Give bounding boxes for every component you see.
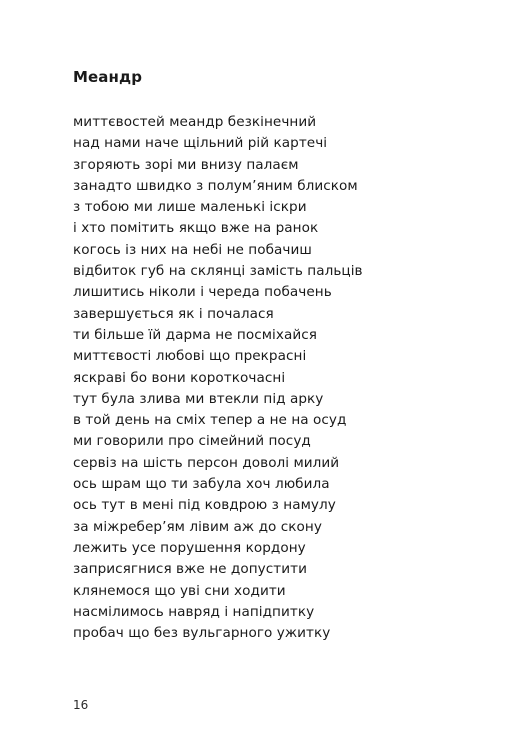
- poem-line: пробач що без вульгарного ужитку: [73, 625, 331, 642]
- poem-line: над нами наче щільний рій картечі: [73, 135, 328, 152]
- poem-line: в той день на сміх тепер а не на осуд: [73, 412, 347, 429]
- poem-line: тут була злива ми втекли під арку: [73, 390, 324, 407]
- poem-body: [73, 112, 363, 644]
- poem-line: когось із них на небі не побачиш: [73, 241, 312, 258]
- poem-line: і хто помітить якщо вже на ранок: [73, 220, 319, 237]
- poem-line: відбиток губ на склянці замість пальців: [73, 263, 363, 280]
- poem-line: згоряють зорі ми внизу палаєм: [73, 156, 299, 173]
- poem-line: заприсягнися вже не допустити: [73, 561, 307, 578]
- poem-line: за міжребер’ям лівим аж до скону: [73, 518, 322, 535]
- poem-line: яскраві бо вони короткочасні: [73, 369, 286, 386]
- poem-line: клянемося що уві сни ходити: [73, 582, 286, 599]
- poem-line: завершується як і почалася: [73, 305, 274, 322]
- poem-line: лежить усе порушення кордону: [73, 539, 306, 556]
- poem-line: лишитись ніколи і череда побачень: [73, 284, 332, 301]
- poem-line: миттєвостей меандр безкінечний: [73, 114, 317, 130]
- poem-line: ти більше їй дарма не посміхайся: [73, 326, 317, 343]
- poem-line: ось тут в мені під ковдрою з намулу: [73, 497, 336, 514]
- page-number: 16: [73, 698, 89, 712]
- poem-line: ми говорили про сімейний посуд: [73, 433, 311, 450]
- poem-line: сервіз на шість персон доволі милий: [73, 454, 340, 471]
- poem-line: ось шрам що ти забула хоч любила: [73, 476, 330, 493]
- poem-line: насмілимось навряд і напідпитку: [73, 603, 315, 620]
- poem-line: занадто швидко з полум’яним блиском: [73, 177, 358, 194]
- poem-line: миттєвості любові що прекрасні: [73, 348, 307, 365]
- poem-line: з тобою ми лише маленькі іскри: [73, 199, 307, 216]
- poem-title: Меандр: [73, 68, 143, 86]
